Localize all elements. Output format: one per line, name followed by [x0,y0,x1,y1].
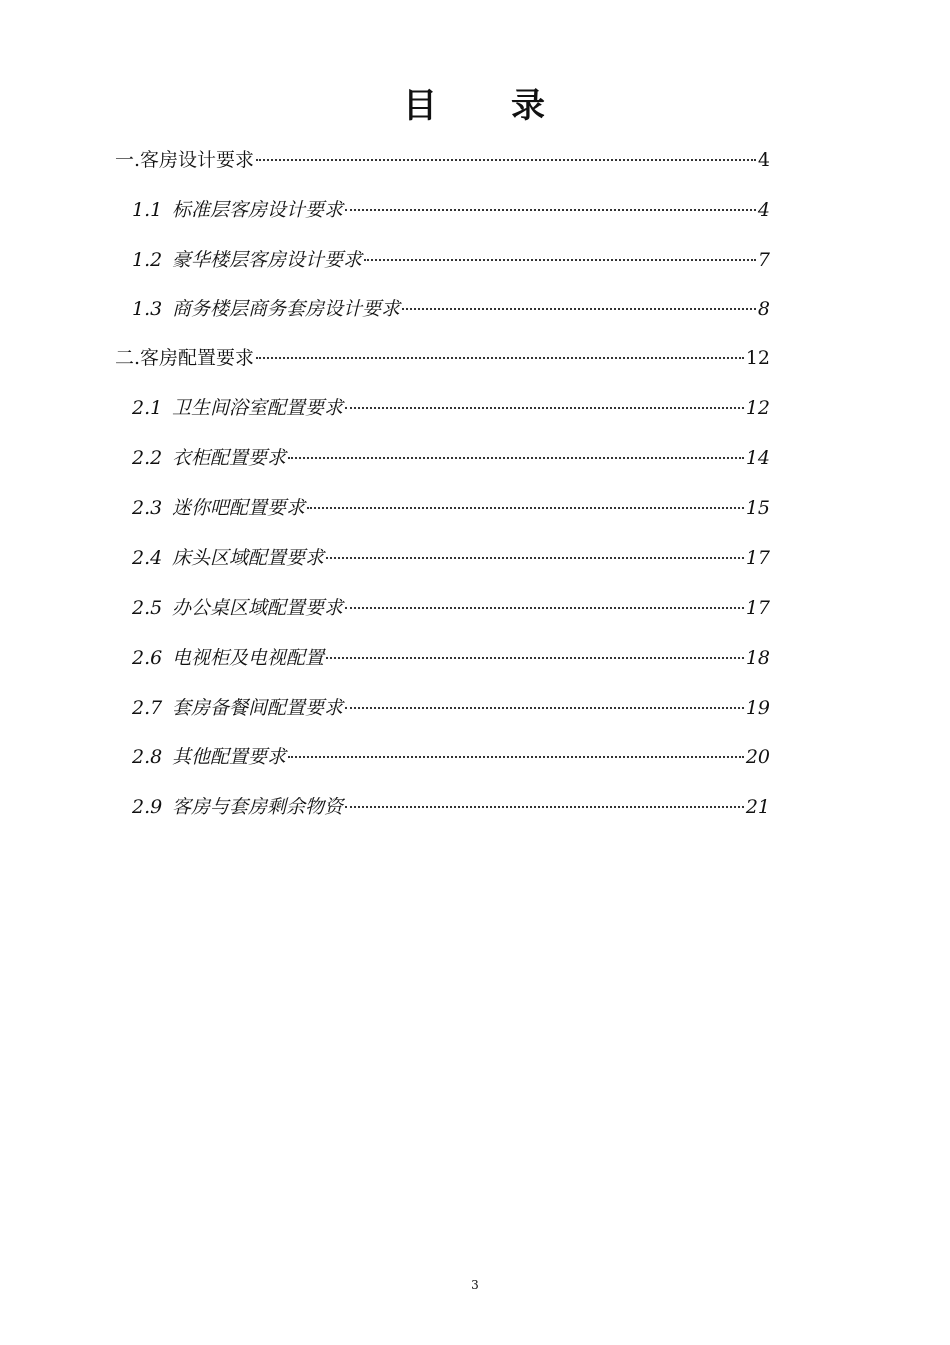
toc-leader-dots [345,209,756,211]
toc-entry-page: 19 [745,697,770,719]
toc-entry-1-3[interactable] [132,294,770,324]
toc-leader-dots [307,507,744,509]
toc-entry-text: 套房备餐间配置要求 [172,697,344,719]
toc-leader-dots [402,308,756,310]
toc-leader-dots [288,457,744,459]
toc-leader-dots [345,806,744,808]
toc-entry-2-6[interactable] [132,643,770,673]
toc-entry-2-3[interactable] [132,493,770,523]
toc-entry-2-2[interactable] [132,443,770,473]
toc-entry-text: 床头区域配置要求 [172,547,325,569]
toc-entry-page: 7 [757,249,770,271]
toc-entry-number: 2.1 [132,397,163,419]
toc-entry-page: 15 [745,497,770,519]
toc-entry-page: 21 [745,796,770,818]
toc-entry-text: 商务楼层商务套房设计要求 [172,298,401,320]
toc-entry-text: 豪华楼层客房设计要求 [172,249,363,271]
toc-entry-text: 办公桌区域配置要求 [172,597,344,619]
toc-entry-text: 二.客房配置要求 [115,347,255,369]
toc-entry-text: 其他配置要求 [172,746,287,768]
toc-entry-number: 1.2 [132,249,163,271]
toc-entry-text: 卫生间浴室配置要求 [172,397,344,419]
toc-leader-dots [364,259,756,261]
toc-entry-text: 迷你吧配置要求 [172,497,306,519]
toc-leader-dots [345,407,744,409]
toc-entry-text: 衣柜配置要求 [172,447,287,469]
toc-leader-dots [326,557,744,559]
toc-entry-2-4[interactable] [132,543,770,573]
toc-entry-1-2[interactable] [132,245,770,275]
toc-entry-number: 1.3 [132,298,163,320]
toc-entry-1-1[interactable] [132,195,770,225]
toc-entry-2-1[interactable] [132,393,770,423]
toc-entry-number: 2.4 [132,547,163,569]
toc-entry-page: 8 [757,298,770,320]
toc-entry-number: 2.8 [132,746,163,768]
toc-entry-text: 一.客房设计要求 [115,149,255,171]
toc-entry-page: 18 [745,647,770,669]
toc-entry-number: 2.6 [132,647,163,669]
toc-entry-page: 4 [757,149,770,171]
toc-leader-dots [256,357,744,359]
page-title: 目 录 [403,86,547,126]
toc-entry-2-8[interactable] [132,742,770,772]
toc-entry-number: 2.9 [132,796,163,818]
toc-entry-2-9[interactable] [132,792,770,822]
toc-entry-section-2[interactable] [115,343,770,373]
toc-entry-section-1[interactable] [115,145,770,175]
toc-entry-2-5[interactable] [132,593,770,623]
toc-entry-2-7[interactable] [132,693,770,723]
toc-leader-dots [326,657,744,659]
toc-entry-number: 2.7 [132,697,163,719]
toc-entry-page: 12 [745,397,770,419]
toc-entry-text: 电视柜及电视配置 [172,647,325,669]
toc-entry-number: 2.2 [132,447,163,469]
toc-leader-dots [345,707,744,709]
toc-entry-text: 客房与套房剩余物资 [172,796,344,818]
toc-entry-page: 17 [745,547,770,569]
page-number: 3 [471,1278,479,1292]
toc-leader-dots [345,607,744,609]
toc-entry-text: 标准层客房设计要求 [172,199,344,221]
toc-entry-number: 1.1 [132,199,163,221]
toc-entry-number: 2.3 [132,497,163,519]
toc-entry-number: 2.5 [132,597,163,619]
toc-entry-page: 14 [745,447,770,469]
toc-entry-page: 20 [745,746,770,768]
toc-leader-dots [256,159,756,161]
toc-entry-page: 17 [745,597,770,619]
toc-entry-page: 12 [745,347,770,369]
toc-leader-dots [288,756,744,758]
toc-entry-page: 4 [757,199,770,221]
